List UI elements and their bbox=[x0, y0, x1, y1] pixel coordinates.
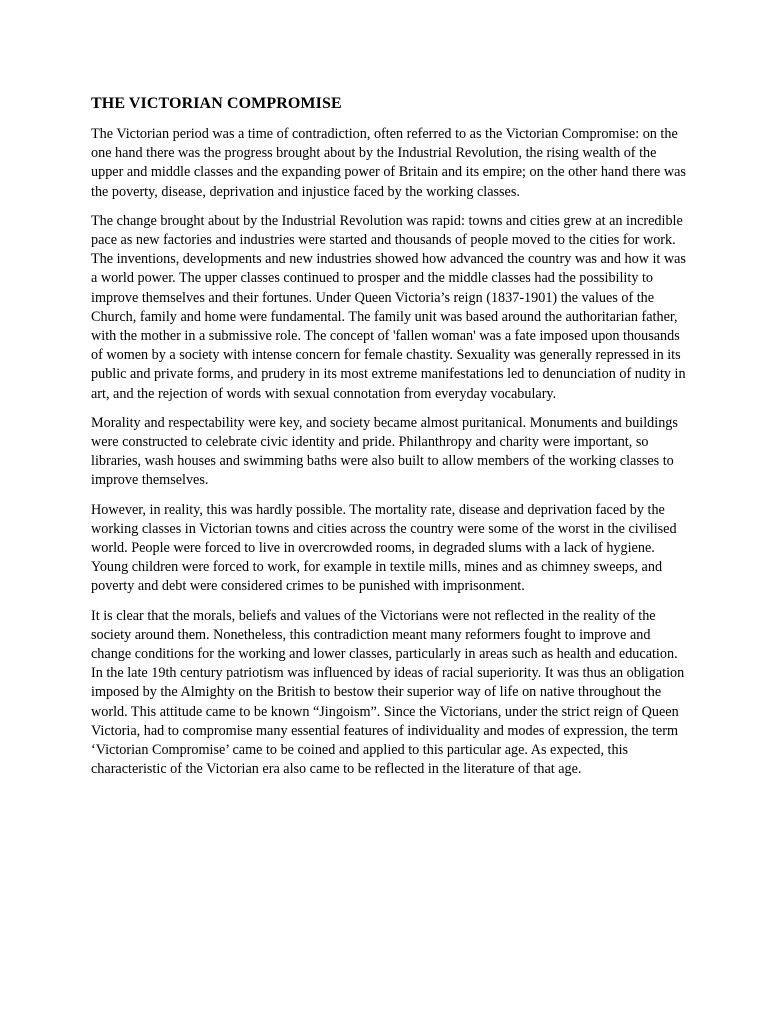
paragraph-3: Morality and respectability were key, and society became almost puritanical. Monuments and buildings were constructed to celebrate civic identity and pride. Philanthropy and charity were important, so libraries, wash houses and swimming baths were also built to allow members of the working classes to improve themselves. bbox=[91, 414, 678, 489]
paragraph-4: However, in reality, this was hardly possible. The mortality rate, disease and deprivation faced by the working classes in Victorian towns and cities across the country were some of the worst in the civilised world. People were forced to live in overcrowded rooms, in degraded slums with a lack of hygiene. Young children were forced to work, for example in textile mills, mines and as chimney sweeps, and poverty and debt were considered crimes to be punished with imprisonment. bbox=[91, 501, 677, 595]
paragraph-5: It is clear that the morals, beliefs and values of the Victorians were not reflected in the reality of the society around them. Nonetheless, this contradiction meant many reformers fought to improve and change conditions for the working and lower classes, particularly in areas such as health and education. In the late 19th century patriotism was influenced by ideas of racial superiority. It was thus an obligation imposed by the Almighty on the British to bestow their superior way of life on native throughout the world. This attitude came to be known “Jingoism”. Since the Victorians, under the strict reign of Queen Victoria, had to compromise many essential features of individuality and modes of expression, the term ‘Victorian Compromise’ came to be coined and applied to this particular age. As expected, this characteristic of the Victorian era also came to be reflected in the literature of that age. bbox=[91, 607, 685, 778]
paragraph-2: The change brought about by the Industrial Revolution was rapid: towns and cities grew at an incredible pace as new factories and industries were started and thousands of people moved to the cities for work. The inventions, developments and new industries showed how advanced the country was and how it was a world power. The upper classes continued to prosper and the middle classes had the possibility to improve themselves and their fortunes. Under Queen Victoria’s reign (1837-1901) the values of the Church, family and home were fundamental. The family unit was based around the authoritarian father, with the mother in a submissive role. The concept of 'fallen woman' was a fate imposed upon thousands of women by a society with intense concern for female chastity. Sexuality was generally repressed in its public and private forms, and prudery in its most extreme manifestations led to denunciation of nudity in art, and the rejection of words with sexual connotation from everyday vocabulary. bbox=[91, 212, 686, 402]
document-page bbox=[91, 93, 687, 790]
document-title: THE VICTORIAN COMPROMISE bbox=[91, 95, 342, 112]
paragraph-1: The Victorian period was a time of contradiction, often referred to as the Victorian Compromise: on the one hand there was the progress brought about by the Industrial Revolution, the rising wealth of the upper and middle classes and the expanding power of Britain and its empire; on the other hand there was the poverty, disease, deprivation and injustice faced by the working classes. bbox=[91, 126, 686, 200]
